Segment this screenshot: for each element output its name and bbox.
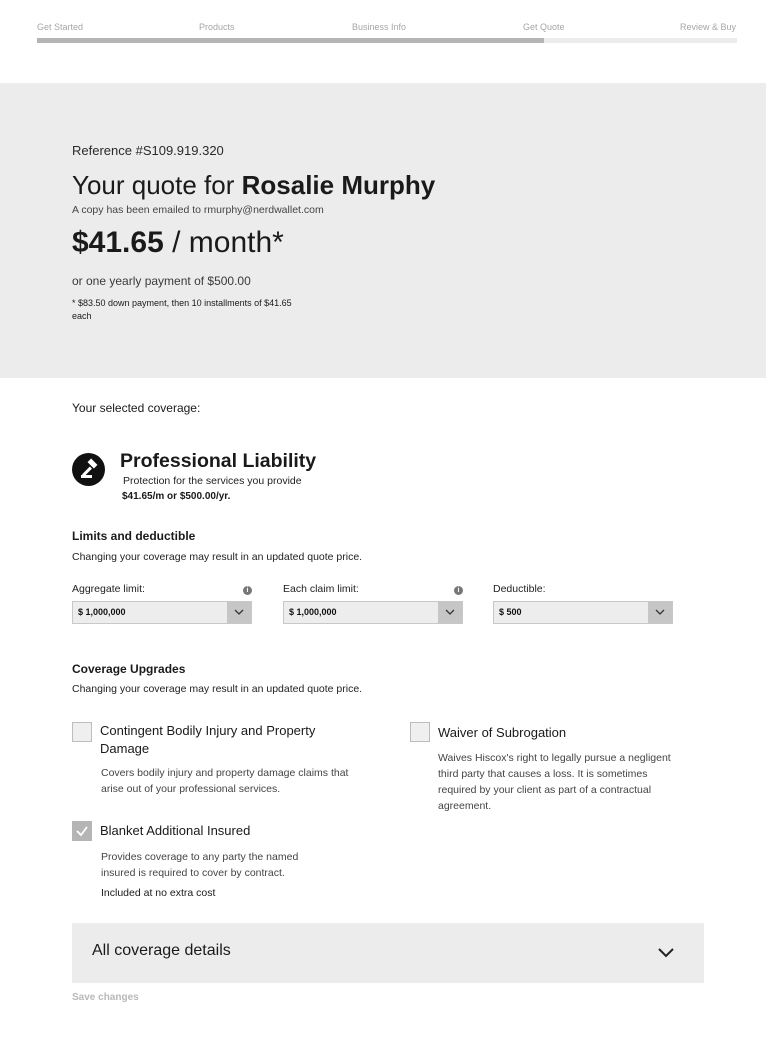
deductible-label: Deductible:	[493, 583, 546, 595]
progress-bar-fill	[37, 38, 544, 43]
chevron-down-icon[interactable]	[438, 602, 462, 623]
product-price: $41.65/m or $500.00/yr.	[122, 491, 231, 502]
chevron-down-icon[interactable]	[656, 945, 676, 966]
aggregate-limit-label: Aggregate limit:	[72, 583, 145, 595]
page-title	[72, 170, 435, 201]
progress-steps	[37, 22, 737, 34]
reference-number: Reference #S109.919.320	[72, 143, 224, 158]
price-amount: $41.65	[72, 226, 164, 259]
product-description: Protection for the services you provide	[123, 475, 302, 487]
payment-footnote: * $83.50 down payment, then 10 installments of $41.65 each	[72, 298, 292, 321]
product-title: Professional Liability	[120, 450, 317, 472]
step-business-info[interactable]: Business Info	[352, 22, 407, 32]
save-changes-button[interactable]: Save changes	[72, 992, 139, 1003]
each-claim-limit-select[interactable]	[283, 601, 463, 624]
blanket-additional-insured-checkbox[interactable]	[72, 821, 92, 841]
included-note: Included at no extra cost	[101, 887, 216, 899]
yearly-option: or one yearly payment of $500.00	[72, 274, 251, 288]
checkmark-icon	[72, 821, 92, 841]
monthly-price	[72, 226, 284, 260]
step-get-quote[interactable]: Get Quote	[523, 22, 565, 32]
upgrades-subtitle: Changing your coverage may result in an updated quote price.	[72, 683, 363, 695]
blanket-additional-insured-label[interactable]: Blanket Additional Insured	[100, 823, 251, 838]
aggregate-limit-select[interactable]	[72, 601, 252, 624]
gavel-icon	[72, 453, 105, 486]
waiver-of-subrogation-checkbox[interactable]	[410, 722, 430, 742]
quote-summary	[0, 83, 766, 378]
upgrades-title: Coverage Upgrades	[72, 662, 186, 676]
step-products[interactable]: Products	[199, 22, 235, 32]
each-claim-limit-value: $ 1,000,000	[289, 607, 337, 617]
waiver-of-subrogation-label[interactable]: Waiver of Subrogation	[438, 725, 567, 740]
contingent-bodily-injury-checkbox[interactable]	[72, 722, 92, 742]
progress-bar	[37, 38, 737, 43]
blanket-additional-insured-description: Provides coverage to any party the named insured is required to cover by contract.	[101, 851, 299, 879]
contingent-bodily-injury-description: Covers bodily injury and property damage claims that arise out of your professional services.	[101, 767, 349, 795]
info-icon[interactable]: i	[243, 586, 252, 595]
limits-subtitle: Changing your coverage may result in an updated quote price.	[72, 551, 363, 563]
accordion-title: All coverage details	[92, 942, 231, 959]
contingent-bodily-injury-label[interactable]: Contingent Bodily Injury and Property Damage	[100, 723, 316, 756]
chevron-down-icon[interactable]	[648, 602, 672, 623]
step-review-buy[interactable]: Review & Buy	[680, 22, 737, 32]
step-get-started[interactable]: Get Started	[37, 22, 84, 32]
price-period: / month*	[163, 226, 284, 259]
customer-name: Rosalie Murphy	[241, 170, 436, 200]
info-icon[interactable]: i	[454, 586, 463, 595]
quote-title-prefix: Your quote for	[72, 170, 242, 200]
email-note: A copy has been emailed to rmurphy@nerdwallet.com	[72, 204, 324, 216]
aggregate-limit-value: $ 1,000,000	[78, 607, 126, 617]
selected-coverage-label: Your selected coverage:	[72, 401, 201, 415]
deductible-select[interactable]	[493, 601, 673, 624]
all-coverage-details-accordion[interactable]	[72, 923, 704, 983]
chevron-down-icon[interactable]	[227, 602, 251, 623]
waiver-of-subrogation-description: Waives Hiscox's right to legally pursue a negligent third party that causes a loss. It is sometimes required by your client as part of a contractual agreement.	[438, 752, 671, 812]
limits-title: Limits and deductible	[72, 529, 196, 543]
each-claim-limit-label: Each claim limit:	[283, 583, 359, 595]
deductible-value: $ 500	[499, 607, 522, 617]
